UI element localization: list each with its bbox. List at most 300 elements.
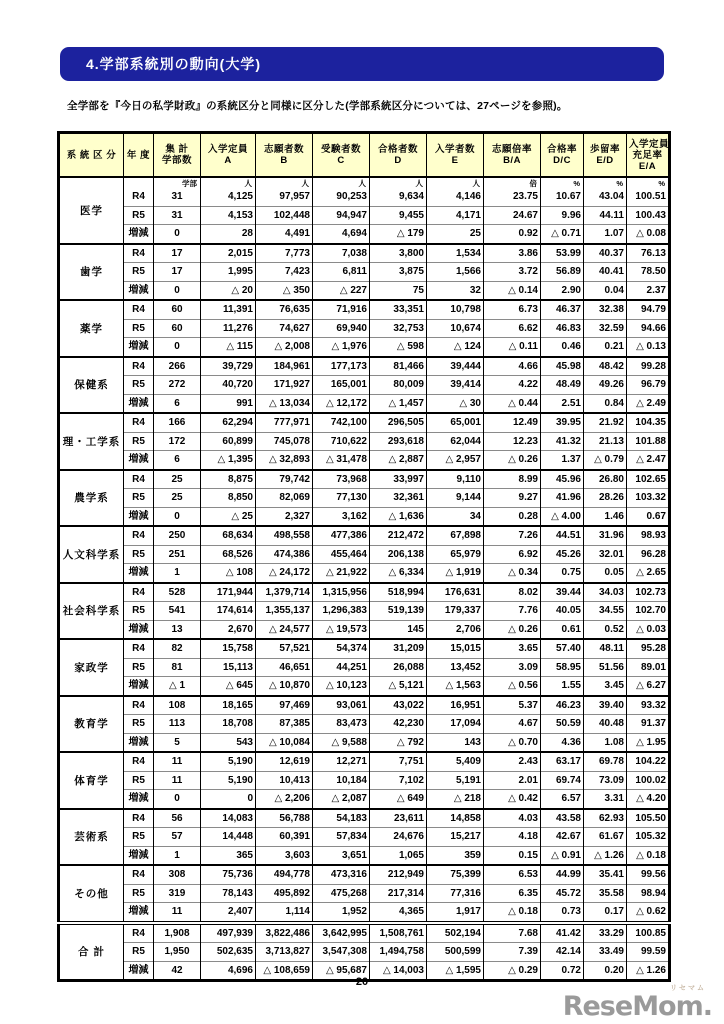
value-cell: 172 bbox=[154, 432, 201, 451]
value-cell: △ 10,084 bbox=[256, 733, 313, 752]
value-cell: 25 bbox=[427, 225, 484, 244]
value-cell: 31,209 bbox=[370, 639, 427, 658]
value-cell: 4,696 bbox=[201, 961, 256, 981]
value-cell: 60,391 bbox=[256, 828, 313, 847]
table-row bbox=[59, 244, 670, 263]
value-cell: 0.46 bbox=[541, 338, 584, 357]
value-cell: △ 9,588 bbox=[313, 733, 370, 752]
value-cell: 24.67 bbox=[484, 206, 541, 225]
value-cell: 39.44 bbox=[541, 583, 584, 602]
value-cell: 6,811 bbox=[313, 263, 370, 282]
value-cell: 0.73 bbox=[541, 903, 584, 923]
value-cell: △ 5,121 bbox=[370, 677, 427, 696]
value-cell: 0.84 bbox=[584, 394, 627, 413]
value-cell: 69.74 bbox=[541, 771, 584, 790]
year-cell: 増減 bbox=[124, 451, 154, 470]
value-cell: 171,927 bbox=[256, 376, 313, 395]
value-cell: 63.17 bbox=[541, 752, 584, 771]
year-cell: 増減 bbox=[124, 620, 154, 639]
value-cell: 40.05 bbox=[541, 602, 584, 621]
value-cell: 15,015 bbox=[427, 639, 484, 658]
value-cell: 93.32 bbox=[627, 696, 670, 715]
value-cell: 87,385 bbox=[256, 715, 313, 734]
value-cell: 10,674 bbox=[427, 319, 484, 338]
value-cell: 497,939 bbox=[201, 923, 256, 943]
value-cell: 0 bbox=[201, 790, 256, 809]
value-cell: 7.39 bbox=[484, 943, 541, 962]
value-cell: 100.43 bbox=[627, 206, 670, 225]
value-cell: △ 0.13 bbox=[627, 338, 670, 357]
year-cell: 増減 bbox=[124, 961, 154, 981]
value-cell: 94,947 bbox=[313, 206, 370, 225]
value-cell: 96.79 bbox=[627, 376, 670, 395]
column-header-rate-EA: 入学定員 充足率 E/A bbox=[627, 133, 670, 178]
value-cell: 32,361 bbox=[370, 489, 427, 508]
value-cell: 3,713,827 bbox=[256, 943, 313, 962]
value-cell: 77,316 bbox=[427, 884, 484, 903]
group-12 bbox=[59, 809, 670, 866]
value-cell: 28.26 bbox=[584, 489, 627, 508]
value-cell: 176,631 bbox=[427, 583, 484, 602]
value-cell: 68,526 bbox=[201, 545, 256, 564]
value-cell: 65,001 bbox=[427, 413, 484, 432]
value-cell: 4.18 bbox=[484, 828, 541, 847]
column-header-rate-DC: 合格率 D/C bbox=[541, 133, 584, 178]
value-cell: 39,414 bbox=[427, 376, 484, 395]
table-row bbox=[59, 865, 670, 884]
value-cell: 13,452 bbox=[427, 658, 484, 677]
table-row bbox=[59, 677, 670, 696]
column-header-year: 年 度 bbox=[124, 133, 154, 178]
value-cell: 12.49 bbox=[484, 413, 541, 432]
value-cell: 0.92 bbox=[484, 225, 541, 244]
value-cell: 98.93 bbox=[627, 526, 670, 545]
value-cell: 98.94 bbox=[627, 884, 670, 903]
column-header-faculty-count: 集 計 学部数 bbox=[154, 133, 201, 178]
value-cell: △ 0.29 bbox=[484, 961, 541, 981]
value-cell: △ 179 bbox=[370, 225, 427, 244]
year-cell: R4 bbox=[124, 865, 154, 884]
value-cell: △ 4.20 bbox=[627, 790, 670, 809]
unit-cell: 倍 bbox=[484, 177, 541, 188]
group-label: 合 計 bbox=[59, 923, 124, 981]
value-cell: 41.42 bbox=[541, 923, 584, 943]
value-cell: 475,268 bbox=[313, 884, 370, 903]
value-cell: 4.22 bbox=[484, 376, 541, 395]
value-cell: 1,296,383 bbox=[313, 602, 370, 621]
value-cell: 0.52 bbox=[584, 620, 627, 639]
value-cell: 500,599 bbox=[427, 943, 484, 962]
value-cell: 11,391 bbox=[201, 300, 256, 319]
year-cell: R4 bbox=[124, 244, 154, 263]
group-label: 体育学 bbox=[59, 752, 124, 809]
value-cell: 10,413 bbox=[256, 771, 313, 790]
value-cell: 102.70 bbox=[627, 602, 670, 621]
value-cell: 991 bbox=[201, 394, 256, 413]
value-cell: 1.55 bbox=[541, 677, 584, 696]
value-cell: 6 bbox=[154, 394, 201, 413]
value-cell: 77,130 bbox=[313, 489, 370, 508]
value-cell: 48.42 bbox=[584, 357, 627, 376]
value-cell: 62.93 bbox=[584, 809, 627, 828]
year-cell: R4 bbox=[124, 923, 154, 943]
value-cell: 75,736 bbox=[201, 865, 256, 884]
value-cell: 0.61 bbox=[541, 620, 584, 639]
value-cell: 45.26 bbox=[541, 545, 584, 564]
value-cell: △ 12,172 bbox=[313, 394, 370, 413]
table-row bbox=[59, 545, 670, 564]
value-cell: 477,386 bbox=[313, 526, 370, 545]
value-cell: 26,088 bbox=[370, 658, 427, 677]
value-cell: 57,521 bbox=[256, 639, 313, 658]
resemom-logo-ruby: リセマム bbox=[670, 985, 706, 992]
value-cell: 89.01 bbox=[627, 658, 670, 677]
year-cell: 増減 bbox=[124, 733, 154, 752]
value-cell: 18,165 bbox=[201, 696, 256, 715]
value-cell: 12.23 bbox=[484, 432, 541, 451]
value-cell: 99.56 bbox=[627, 865, 670, 884]
value-cell: △ 350 bbox=[256, 281, 313, 300]
value-cell: △ 2,887 bbox=[370, 451, 427, 470]
value-cell: △ 0.26 bbox=[484, 451, 541, 470]
value-cell: 43.58 bbox=[541, 809, 584, 828]
value-cell: △ 649 bbox=[370, 790, 427, 809]
value-cell: 32.38 bbox=[584, 300, 627, 319]
year-cell: R4 bbox=[124, 300, 154, 319]
value-cell: 24,676 bbox=[370, 828, 427, 847]
value-cell: 2,670 bbox=[201, 620, 256, 639]
value-cell: 8,875 bbox=[201, 470, 256, 489]
value-cell: △ 1,919 bbox=[427, 564, 484, 583]
value-cell: 25 bbox=[154, 470, 201, 489]
year-cell: R4 bbox=[124, 526, 154, 545]
value-cell: 11,276 bbox=[201, 319, 256, 338]
value-cell: 40.48 bbox=[584, 715, 627, 734]
value-cell: 519,139 bbox=[370, 602, 427, 621]
value-cell: 33,997 bbox=[370, 470, 427, 489]
year-cell: R5 bbox=[124, 828, 154, 847]
value-cell: 104.22 bbox=[627, 752, 670, 771]
table-row bbox=[59, 583, 670, 602]
value-cell: 10,798 bbox=[427, 300, 484, 319]
value-cell: △ 30 bbox=[427, 394, 484, 413]
value-cell: 494,778 bbox=[256, 865, 313, 884]
value-cell: 25 bbox=[154, 489, 201, 508]
year-cell: R4 bbox=[124, 639, 154, 658]
value-cell: 40.41 bbox=[584, 263, 627, 282]
value-cell: 0 bbox=[154, 507, 201, 526]
value-cell: 3,642,995 bbox=[313, 923, 370, 943]
year-cell: 増減 bbox=[124, 846, 154, 865]
unit-cell: 人 bbox=[256, 177, 313, 188]
value-cell: 9.96 bbox=[541, 206, 584, 225]
value-cell: 217,314 bbox=[370, 884, 427, 903]
value-cell: 0.20 bbox=[584, 961, 627, 981]
value-cell: △ 0.44 bbox=[484, 394, 541, 413]
value-cell: 3,875 bbox=[370, 263, 427, 282]
value-cell: 473,316 bbox=[313, 865, 370, 884]
value-cell: 23.75 bbox=[484, 188, 541, 206]
value-cell: 39.40 bbox=[584, 696, 627, 715]
group-label: 教育学 bbox=[59, 696, 124, 753]
value-cell: 5,190 bbox=[201, 752, 256, 771]
value-cell: △ 0.56 bbox=[484, 677, 541, 696]
value-cell: △ 24,577 bbox=[256, 620, 313, 639]
value-cell: △ 0.08 bbox=[627, 225, 670, 244]
value-cell: 1,952 bbox=[313, 903, 370, 923]
value-cell: 528 bbox=[154, 583, 201, 602]
value-cell: 13 bbox=[154, 620, 201, 639]
value-cell: 4.03 bbox=[484, 809, 541, 828]
value-cell: 2.43 bbox=[484, 752, 541, 771]
table-row bbox=[59, 470, 670, 489]
value-cell: 541 bbox=[154, 602, 201, 621]
value-cell: 0.72 bbox=[541, 961, 584, 981]
value-cell: 184,961 bbox=[256, 357, 313, 376]
value-cell: 1,950 bbox=[154, 943, 201, 962]
value-cell: 94.79 bbox=[627, 300, 670, 319]
group-label: 人文科学系 bbox=[59, 526, 124, 583]
value-cell: 0.21 bbox=[584, 338, 627, 357]
value-cell: 8.02 bbox=[484, 583, 541, 602]
year-cell: R4 bbox=[124, 188, 154, 206]
value-cell: 82 bbox=[154, 639, 201, 658]
value-cell: △ 13,034 bbox=[256, 394, 313, 413]
year-cell: R5 bbox=[124, 884, 154, 903]
value-cell: 32 bbox=[427, 281, 484, 300]
value-cell: 6 bbox=[154, 451, 201, 470]
value-cell: 34.03 bbox=[584, 583, 627, 602]
table-row bbox=[59, 413, 670, 432]
value-cell: 56 bbox=[154, 809, 201, 828]
year-cell: R4 bbox=[124, 357, 154, 376]
value-cell: 2.51 bbox=[541, 394, 584, 413]
value-cell: 266 bbox=[154, 357, 201, 376]
value-cell: 2,015 bbox=[201, 244, 256, 263]
value-cell: 3,162 bbox=[313, 507, 370, 526]
value-cell: 3.65 bbox=[484, 639, 541, 658]
value-cell: 60,899 bbox=[201, 432, 256, 451]
year-cell: 増減 bbox=[124, 507, 154, 526]
value-cell: △ 0.18 bbox=[627, 846, 670, 865]
value-cell: 102.73 bbox=[627, 583, 670, 602]
value-cell: 7,423 bbox=[256, 263, 313, 282]
value-cell: 1,995 bbox=[201, 263, 256, 282]
table-row bbox=[59, 602, 670, 621]
value-cell: 498,558 bbox=[256, 526, 313, 545]
unit-cell: 人 bbox=[201, 177, 256, 188]
page-number: 20 bbox=[355, 976, 369, 988]
value-cell: 103.32 bbox=[627, 489, 670, 508]
value-cell: 90,253 bbox=[313, 188, 370, 206]
value-cell: 296,505 bbox=[370, 413, 427, 432]
value-cell: △ 0.91 bbox=[541, 846, 584, 865]
intro-text: 全学部を『今日の私学財政』の系統区分と同様に区分した(学部系統区分については、27ページを参照)。 bbox=[67, 100, 568, 112]
table-row bbox=[59, 489, 670, 508]
table-row bbox=[59, 828, 670, 847]
value-cell: 23,611 bbox=[370, 809, 427, 828]
year-cell: R5 bbox=[124, 489, 154, 508]
unit-cell: % bbox=[627, 177, 670, 188]
value-cell: △ 1.95 bbox=[627, 733, 670, 752]
column-header-enrolled-E: 入学者数 E bbox=[427, 133, 484, 178]
value-cell: 82,069 bbox=[256, 489, 313, 508]
value-cell: 6.73 bbox=[484, 300, 541, 319]
value-cell: 0.15 bbox=[484, 846, 541, 865]
group-8 bbox=[59, 583, 670, 640]
value-cell: 3,822,486 bbox=[256, 923, 313, 943]
value-cell: 4.66 bbox=[484, 357, 541, 376]
year-cell: R5 bbox=[124, 376, 154, 395]
value-cell: 0 bbox=[154, 225, 201, 244]
value-cell: 32.59 bbox=[584, 319, 627, 338]
value-cell: 97,469 bbox=[256, 696, 313, 715]
resemom-logo-text: ReseMom. bbox=[562, 991, 712, 1022]
value-cell: 5 bbox=[154, 733, 201, 752]
value-cell: 53.99 bbox=[541, 244, 584, 263]
value-cell: 272 bbox=[154, 376, 201, 395]
value-cell: 2,706 bbox=[427, 620, 484, 639]
value-cell: 11 bbox=[154, 903, 201, 923]
value-cell: 100.51 bbox=[627, 188, 670, 206]
value-cell: 46.23 bbox=[541, 696, 584, 715]
group-7 bbox=[59, 526, 670, 583]
value-cell: 42,230 bbox=[370, 715, 427, 734]
table-row bbox=[59, 658, 670, 677]
value-cell: 74,627 bbox=[256, 319, 313, 338]
value-cell: △ 10,123 bbox=[313, 677, 370, 696]
table-row bbox=[59, 300, 670, 319]
value-cell: 174,614 bbox=[201, 602, 256, 621]
year-cell: 増減 bbox=[124, 677, 154, 696]
value-cell: 543 bbox=[201, 733, 256, 752]
table-row bbox=[59, 357, 670, 376]
value-cell: 99.59 bbox=[627, 943, 670, 962]
value-cell: 62,294 bbox=[201, 413, 256, 432]
value-cell: 45.96 bbox=[541, 470, 584, 489]
group-14 bbox=[59, 923, 670, 981]
value-cell: 41.32 bbox=[541, 432, 584, 451]
value-cell: 113 bbox=[154, 715, 201, 734]
value-cell: 3,800 bbox=[370, 244, 427, 263]
value-cell: 76,635 bbox=[256, 300, 313, 319]
year-cell: R4 bbox=[124, 809, 154, 828]
value-cell: 39,444 bbox=[427, 357, 484, 376]
value-cell: 0.05 bbox=[584, 564, 627, 583]
year-cell: 増減 bbox=[124, 394, 154, 413]
stats-table bbox=[57, 131, 671, 982]
value-cell: 3.86 bbox=[484, 244, 541, 263]
value-cell: 2.01 bbox=[484, 771, 541, 790]
value-cell: 7,751 bbox=[370, 752, 427, 771]
unit-cell: 人 bbox=[427, 177, 484, 188]
value-cell: 65,979 bbox=[427, 545, 484, 564]
value-cell: 68,634 bbox=[201, 526, 256, 545]
value-cell: △ 0.70 bbox=[484, 733, 541, 752]
value-cell: 79,742 bbox=[256, 470, 313, 489]
year-cell: R5 bbox=[124, 658, 154, 677]
value-cell: 69.78 bbox=[584, 752, 627, 771]
value-cell: 2.37 bbox=[627, 281, 670, 300]
value-cell: 51.56 bbox=[584, 658, 627, 677]
value-cell: 32,753 bbox=[370, 319, 427, 338]
value-cell: 3,603 bbox=[256, 846, 313, 865]
value-cell: 43,022 bbox=[370, 696, 427, 715]
value-cell: 1,379,714 bbox=[256, 583, 313, 602]
value-cell: 48.49 bbox=[541, 376, 584, 395]
value-cell: 4,171 bbox=[427, 206, 484, 225]
table-row bbox=[59, 790, 670, 809]
value-cell: 14,083 bbox=[201, 809, 256, 828]
value-cell: 34 bbox=[427, 507, 484, 526]
value-cell: 179,337 bbox=[427, 602, 484, 621]
value-cell: 9,634 bbox=[370, 188, 427, 206]
value-cell: △ 2.65 bbox=[627, 564, 670, 583]
year-cell: 増減 bbox=[124, 338, 154, 357]
value-cell: △ 1.26 bbox=[627, 961, 670, 981]
value-cell: 3.31 bbox=[584, 790, 627, 809]
value-cell: 0.75 bbox=[541, 564, 584, 583]
unit-cell bbox=[124, 177, 154, 188]
value-cell: 1,315,956 bbox=[313, 583, 370, 602]
group-label: 農学系 bbox=[59, 470, 124, 527]
section-title-banner bbox=[60, 47, 664, 81]
value-cell: △ 0.11 bbox=[484, 338, 541, 357]
value-cell: 35.58 bbox=[584, 884, 627, 903]
value-cell: 0.17 bbox=[584, 903, 627, 923]
value-cell: 710,622 bbox=[313, 432, 370, 451]
value-cell: 14,858 bbox=[427, 809, 484, 828]
value-cell: 3,651 bbox=[313, 846, 370, 865]
value-cell: 293,618 bbox=[370, 432, 427, 451]
value-cell: 0.28 bbox=[484, 507, 541, 526]
group-10 bbox=[59, 696, 670, 753]
value-cell: 6.92 bbox=[484, 545, 541, 564]
value-cell: 1 bbox=[154, 564, 201, 583]
value-cell: △ 1.26 bbox=[584, 846, 627, 865]
value-cell: △ 6,334 bbox=[370, 564, 427, 583]
value-cell: 44.11 bbox=[584, 206, 627, 225]
year-cell: R5 bbox=[124, 545, 154, 564]
table-row bbox=[59, 943, 670, 962]
value-cell: 54,183 bbox=[313, 809, 370, 828]
value-cell: △ 124 bbox=[427, 338, 484, 357]
value-cell: 35.41 bbox=[584, 865, 627, 884]
value-cell: 5,191 bbox=[427, 771, 484, 790]
value-cell: 40,720 bbox=[201, 376, 256, 395]
value-cell: 15,217 bbox=[427, 828, 484, 847]
value-cell: 1 bbox=[154, 846, 201, 865]
value-cell: 212,949 bbox=[370, 865, 427, 884]
value-cell: 7,102 bbox=[370, 771, 427, 790]
value-cell: 319 bbox=[154, 884, 201, 903]
value-cell: 4,146 bbox=[427, 188, 484, 206]
value-cell: 1,355,137 bbox=[256, 602, 313, 621]
column-header-ratio-BA: 志願倍率 B/A bbox=[484, 133, 541, 178]
value-cell: △ 2.49 bbox=[627, 394, 670, 413]
group-label: 保健系 bbox=[59, 357, 124, 414]
value-cell: 56.89 bbox=[541, 263, 584, 282]
value-cell: 18,708 bbox=[201, 715, 256, 734]
column-header-accepted-D: 合格者数 D bbox=[370, 133, 427, 178]
group-1 bbox=[59, 177, 670, 244]
value-cell: △ 1,457 bbox=[370, 394, 427, 413]
year-cell: R4 bbox=[124, 413, 154, 432]
page-title: 4.学部系統別の動向(大学) bbox=[86, 56, 261, 72]
value-cell: 83,473 bbox=[313, 715, 370, 734]
table-row bbox=[59, 451, 670, 470]
value-cell: 4,153 bbox=[201, 206, 256, 225]
